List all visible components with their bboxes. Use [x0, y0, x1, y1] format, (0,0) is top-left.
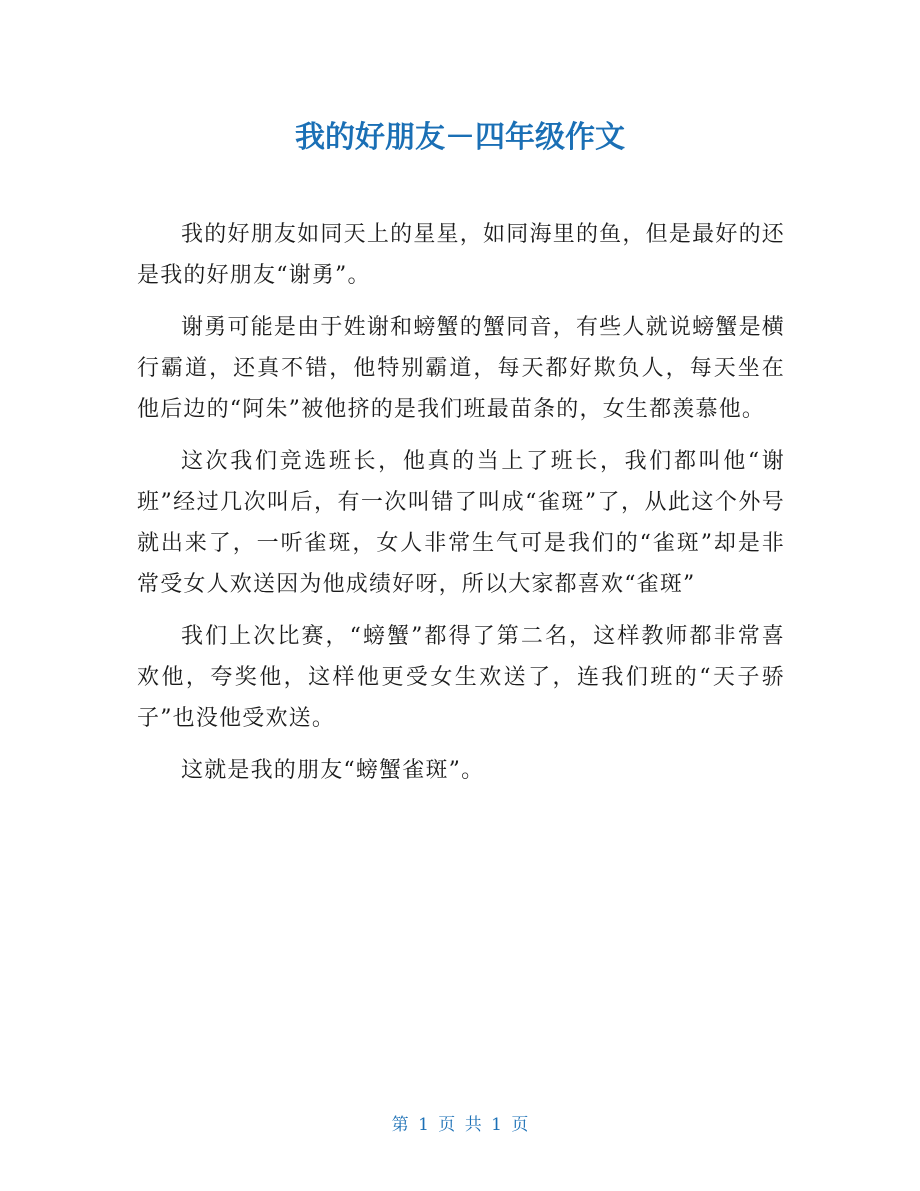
paragraph-3: 这次我们竞选班长，他真的当上了班长，我们都叫他“谢班”经过几次叫后，有一次叫错了叫成“雀斑”了，从此这个外号就出来了，一听雀斑，女人非常生气可是我们的“雀斑”却是非常受女人欢送因为他成绩好呀，所以大家都喜欢“雀斑”: [137, 449, 785, 597]
paragraph-5: 这就是我的朋友“螃蟹雀斑”。: [181, 758, 485, 783]
page-footer: 第 1 页 共 1 页: [391, 1115, 529, 1135]
document-body: [137, 214, 785, 802]
paragraph-4: 我们上次比赛，“螃蟹”都得了第二名，这样教师都非常喜欢他，夸奖他，这样他更受女生欢送了，连我们班的“天子骄子”也没他受欢送。: [137, 624, 785, 731]
document-title: 我的好朋友－四年级作文: [295, 120, 625, 155]
paragraph-2: 谢勇可能是由于姓谢和螃蟹的蟹同音，有些人就说螃蟹是横行霸道，还真不错，他特别霸道，每天都好欺负人，每天坐在他后边的“阿朱”被他挤的是我们班最苗条的，女生都羡慕他。: [137, 315, 785, 422]
paragraph-1: 我的好朋友如同天上的星星，如同海里的鱼，但是最好的还是我的好朋友“谢勇”。: [137, 222, 785, 288]
